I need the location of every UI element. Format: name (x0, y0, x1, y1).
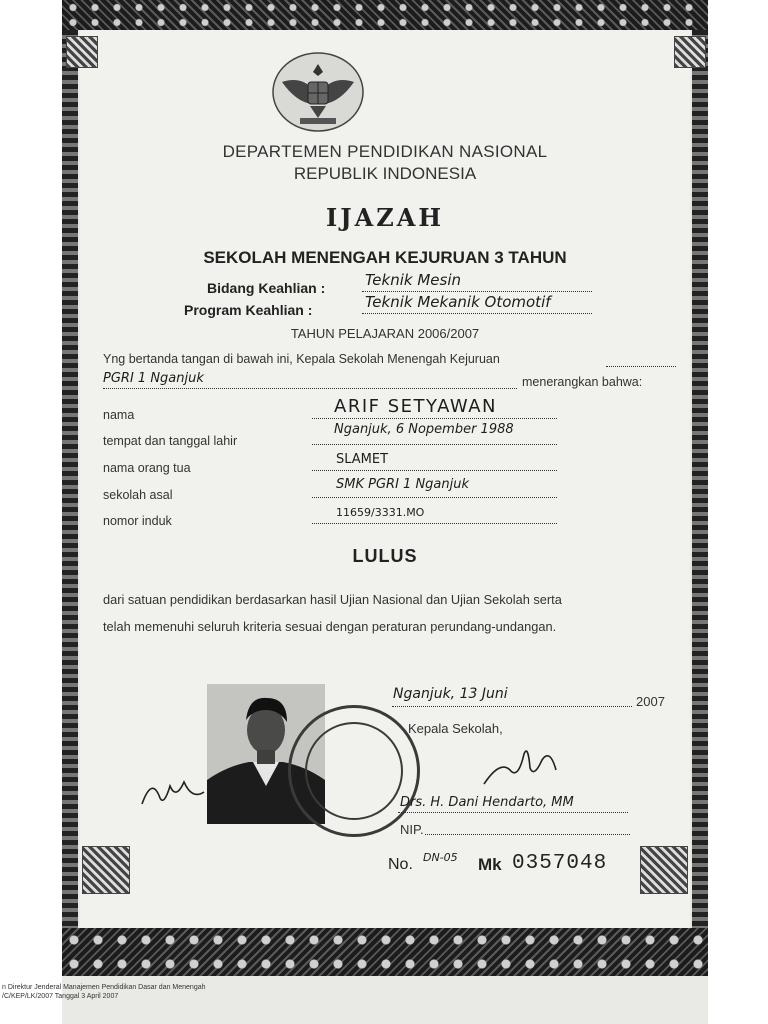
field-value-ttl: Nganjuk, 6 Nopember 1988 (334, 422, 514, 437)
field-value-sekolah: SMK PGRI 1 Nganjuk (336, 477, 470, 492)
headmaster-name: Drs. H. Dani Hendarto, MM (400, 795, 574, 810)
corner-ornament (674, 36, 706, 68)
document-title: IJAZAH (325, 203, 445, 232)
body-line-1: dari satuan pendidikan berdasarkan hasil Ujian Nasional dan Ujian Sekolah serta (103, 592, 562, 607)
signature-year: 2007 (636, 694, 665, 709)
field-label-nama: nama (103, 408, 135, 422)
school-name: PGRI 1 Nganjuk (103, 371, 204, 386)
academic-year: TAHUN PELAJARAN 2006/2007 (290, 326, 480, 341)
signature-role: Kepala Sekolah, (408, 721, 503, 736)
field-label-induk: nomor induk (103, 514, 172, 528)
side-signature-icon (138, 770, 208, 810)
republic-heading: REPUBLIK INDONESIA (293, 164, 477, 183)
corner-ornament (82, 846, 130, 894)
department-heading: DEPARTEMEN PENDIDIKAN NASIONAL (222, 142, 548, 161)
field-value-nama: ARIF SETYAWAN (334, 396, 498, 417)
serial-prefix: No. (388, 856, 413, 873)
school-seal-stamp (288, 705, 420, 837)
intro-text: Yng bertanda tangan di bawah ini, Kepala Sekolah Menengah Kejuruan (103, 352, 500, 366)
top-ornament-border (62, 0, 708, 30)
field-label-ttl: tempat dan tanggal lahir (103, 434, 238, 448)
serial-mk: Mk (478, 855, 502, 874)
footer-line-2: /C/KEP/LK/2007 Tanggal 3 April 2007 (2, 993, 119, 1000)
serial-number: 0357048 (512, 852, 608, 875)
footer-note (2, 983, 206, 1001)
bidang-label: Bidang Keahlian : (207, 280, 326, 296)
garuda-emblem-icon (272, 52, 364, 132)
serial-code: DN-05 (423, 851, 458, 864)
intro-end-text: menerangkan bahwa: (522, 375, 643, 389)
corner-ornament (640, 846, 688, 894)
field-label-sekolah: sekolah asal (103, 488, 173, 502)
headmaster-signature-icon (480, 740, 560, 790)
place-date: Nganjuk, 13 Juni (393, 686, 508, 702)
field-value-induk: 11659/3331.MO (336, 506, 425, 519)
field-label-orangtua: nama orang tua (103, 461, 191, 475)
body-line-2: telah memenuhi seluruh kriteria sesuai dengan peraturan perundang-undangan. (103, 619, 557, 634)
result-heading: LULUS (352, 546, 418, 566)
program-value: Teknik Mekanik Otomotif (365, 293, 551, 311)
field-value-orangtua: SLAMET (336, 452, 389, 467)
nip-label: NIP. (400, 822, 424, 837)
footer-line-1: n Direktur Jenderal Manajemen Pendidikan Dasar dan Menengah (2, 984, 206, 991)
corner-ornament (66, 36, 98, 68)
bidang-value: Teknik Mesin (365, 271, 462, 289)
school-type: SEKOLAH MENENGAH KEJURUAN 3 TAHUN (203, 248, 567, 267)
program-label: Program Keahlian : (184, 302, 313, 318)
bottom-ornament-border (62, 928, 708, 976)
